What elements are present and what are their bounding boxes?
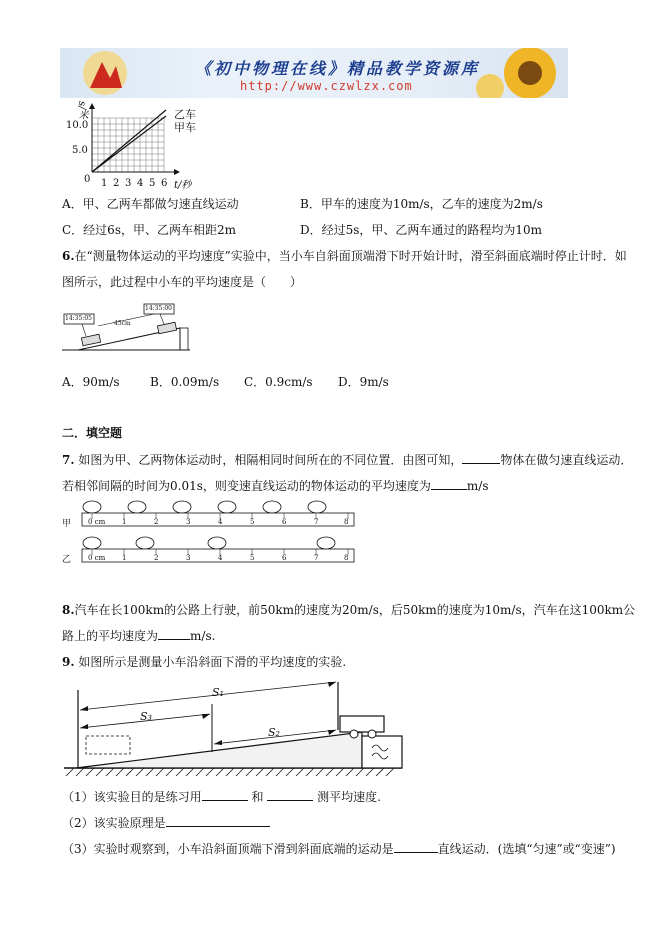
q8-text1: 汽车在长100km的公路上行驶，前50km的速度为20m/s，后50km的速度为10m/s，汽车在这100km公: [74, 603, 636, 617]
q9-sub1: [62, 788, 381, 805]
ruler-a-tick-5: 5: [250, 518, 255, 526]
q5-option-a: A．甲、乙两车都做匀速直线运动: [62, 197, 239, 211]
q7-blank2[interactable]: [431, 477, 467, 490]
q6-option-b: B．0.09m/s: [150, 375, 220, 389]
q6-text1: 在“测量物体运动的平均速度”实验中，当小车自斜面顶端滑下时开始计时，滑至斜面底端时停止计时．如: [74, 249, 627, 263]
ruler-b-tick-6: 6: [282, 554, 287, 562]
y-tick-10: 10.0: [66, 120, 89, 131]
banner-url: http://www.czwlzx.com: [240, 79, 413, 93]
ruler-a-tick-7: 7: [314, 518, 319, 526]
q9-number: 9.: [62, 655, 75, 669]
q8-number: 8.: [62, 603, 75, 617]
q6-line1: [62, 247, 627, 264]
label-car-a: 甲车: [174, 121, 196, 134]
ruler-a-tick-1: 1: [122, 518, 127, 526]
banner-title: 《初中物理在线》精品教学资源库: [195, 59, 481, 78]
q6-option-d: D．9m/s: [338, 375, 389, 389]
q9-blank1[interactable]: [202, 788, 248, 801]
x-tick-5: 5: [149, 178, 156, 189]
ruler-b-tick-8: 8: [344, 554, 349, 562]
x-tick-0: 0: [84, 174, 91, 185]
q6-line2: 图所示，此过程中小车的平均速度是（ ）: [62, 275, 303, 289]
q6-time-end: 14:35:00: [145, 305, 172, 312]
q9-sub1-text-c: 测平均速度.: [317, 790, 381, 804]
q7-text1b: 物体在做匀速直线运动．: [500, 453, 633, 467]
ruler-b-tick-5: 5: [250, 554, 255, 562]
q6-option-a: A．90m/s: [62, 375, 120, 389]
header-banner: [60, 48, 568, 98]
q9-incline-svg: [62, 680, 407, 780]
x-tick-2: 2: [113, 178, 120, 189]
q9-sub3-text-b: 直线运动．(选填“匀速”或“变速”): [437, 842, 616, 856]
q9-sub1-text-b: 和: [251, 790, 264, 804]
q6-incline-figure: [62, 300, 192, 356]
ruler-a-tick-6: 6: [282, 518, 287, 526]
q5-option-d: D．经过5s，甲、乙两车通过的路程均为10m: [300, 223, 543, 237]
q7-ruler-figure: [62, 498, 362, 568]
ruler-a-tick-3: 3: [186, 518, 191, 526]
ruler-a-tick-8: 8: [344, 518, 349, 526]
ruler-a-unit: 0 cm: [88, 518, 106, 526]
x-tick-1: 1: [101, 178, 108, 189]
q9-text1: 如图所示是测量小车沿斜面下滑的平均速度的实验.: [78, 655, 347, 669]
q9-line1: [62, 653, 346, 670]
q8-text2b: m/s.: [190, 629, 216, 643]
ruler-b-unit: 0 cm: [88, 554, 106, 562]
q9-blank2[interactable]: [267, 788, 313, 801]
ruler-a-tick-4: 4: [218, 518, 223, 526]
q9-label-s1: S₁: [212, 686, 224, 699]
q9-sub2-text: （2）该实验原理是: [62, 816, 166, 830]
q6-number: 6.: [62, 249, 75, 263]
q7-row-a-label: 甲: [62, 519, 72, 529]
y-tick-5: 5.0: [72, 145, 88, 156]
q6-time-start: 14:35:05: [65, 315, 92, 322]
q9-incline-figure: [62, 680, 407, 780]
q7-line1: [62, 451, 632, 468]
section-fill-in-title: 二．填空题: [62, 426, 123, 440]
q6-incline-svg: [62, 300, 192, 356]
line-car-b: [92, 110, 166, 172]
ruler-b-tick-3: 3: [186, 554, 191, 562]
ruler-b-tick-2: 2: [154, 554, 159, 562]
label-car-b: 乙车: [174, 108, 196, 121]
ruler-b-tick-4: 4: [218, 554, 223, 562]
q6-option-c: C．0.9cm/s: [244, 375, 313, 389]
ruler-b-tick-7: 7: [314, 554, 319, 562]
q9-label-s3: S₃: [140, 710, 152, 723]
q8-blank[interactable]: [158, 627, 190, 640]
st-graph: [62, 102, 212, 192]
q6-distance: 45cm: [114, 320, 131, 327]
q9-sub3: [62, 840, 616, 857]
x-axis-label: t/秒: [174, 180, 192, 191]
q8-line1: [62, 601, 635, 618]
q7-blank1[interactable]: [462, 451, 500, 464]
q9-blank3[interactable]: [166, 814, 270, 827]
q9-label-s2: S₂: [268, 726, 280, 739]
q9-sub3-text-a: （3）实验时观察到，小车沿斜面顶端下滑到斜面底端的运动是: [62, 842, 394, 856]
q5-option-c: C．经过6s，甲、乙两车相距2m: [62, 223, 236, 237]
q9-blank4[interactable]: [394, 840, 438, 853]
q7-number: 7.: [62, 453, 75, 467]
q8-line2: [62, 627, 215, 644]
x-tick-6: 6: [161, 178, 168, 189]
q9-sub2: [62, 814, 270, 831]
q8-text2a: 路上的平均速度为: [62, 629, 159, 643]
q9-sub1-text-a: （1）该实验目的是练习用: [62, 790, 202, 804]
q7-row-b-label: 乙: [62, 555, 72, 565]
x-tick-4: 4: [137, 178, 144, 189]
q5-option-b: B．甲车的速度为10m/s，乙车的速度为2m/s: [300, 197, 543, 211]
q7-line2: [62, 477, 488, 494]
ruler-b-tick-1: 1: [122, 554, 127, 562]
q7-text2b: m/s: [466, 479, 489, 493]
q7-text2a: 若相邻间隔的时间为0.01s，则变速直线运动的物体运动的平均速度为: [62, 479, 431, 493]
ruler-a-tick-2: 2: [154, 518, 159, 526]
line-car-a: [92, 116, 166, 172]
q7-text1a: 如图为甲、乙两物体运动时，相隔相同时间所在的不同位置．由图可知，: [78, 453, 463, 467]
y-axis-label: s/米: [76, 101, 87, 120]
x-tick-3: 3: [125, 178, 132, 189]
